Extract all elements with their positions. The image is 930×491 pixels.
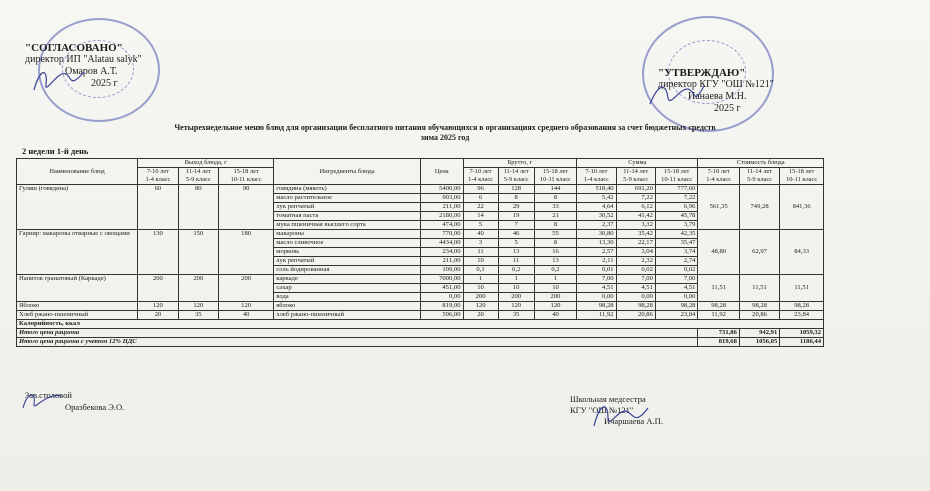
gross-cell: 11 [498,257,534,266]
calories-label: Калорийность, ккал [17,320,824,329]
ingredient-cell: сахар [274,284,421,293]
dish-cost-cell: 84,33 [780,230,824,275]
sum-cell: 98,28 [616,302,655,311]
price-cell: 234,00 [420,248,463,257]
ingredient-cell: хлеб ржано-пшеничный [274,311,421,320]
gross-cell: 14 [463,212,498,221]
footer-right-line1: Школьная медсестра [570,394,646,404]
gross-cell: 10 [463,257,498,266]
gross-cell: 46 [498,230,534,239]
gross-cell: 8 [498,194,534,203]
gross-cell: 7 [498,221,534,230]
signature-footer-right-icon [590,398,650,432]
ingredient-cell: масло растительное [274,194,421,203]
total-value: 731,86 [698,329,739,338]
gross-cell: 19 [498,212,534,221]
output-cell: 150 [178,230,218,275]
price-cell: 770,00 [420,230,463,239]
gross-cell: 0,2 [534,266,577,275]
approval-right-line3: 2025 г [714,103,741,114]
dish-name-cell: Гарнир: макароны отварные с овощами [17,230,138,275]
gross-cell: 21 [534,212,577,221]
header-age-group: 11-14 лет 5-9 класс [739,168,779,185]
price-cell: 0,00 [420,293,463,302]
header-ingredients: Ингредиенты блюда [274,159,421,185]
price-cell: 2180,00 [420,212,463,221]
signature-right-icon [646,78,706,112]
header-sum: Сумма [577,159,698,168]
sum-cell: 2,57 [577,248,616,257]
ingredient-cell: масло сливочное [274,239,421,248]
price-cell: 451,00 [420,284,463,293]
gross-cell: 16 [534,248,577,257]
dish-name-cell: Напиток гранатовый (Каркаде) [17,275,138,302]
dish-cost-cell: 62,97 [739,230,779,275]
ingredient-cell: макароны [274,230,421,239]
header-cost: Стоимость блюда [698,159,824,168]
gross-cell: 5 [463,221,498,230]
gross-cell: 5 [498,239,534,248]
footer-left-line1: Зав.столовой [25,390,72,400]
gross-cell: 22 [463,203,498,212]
total-vat-row [17,338,824,347]
price-cell: 819,00 [420,302,463,311]
dish-name-cell: Яблоко [17,302,138,311]
output-cell: 80 [178,185,218,230]
dish-cost-cell: 98,28 [780,302,824,311]
gross-cell: 200 [463,293,498,302]
ingredient-cell: лук репчатый [274,203,421,212]
dish-cost-cell: 11,51 [739,275,779,302]
sum-cell: 30,80 [577,230,616,239]
price-cell: 596,00 [420,311,463,320]
dish-cost-cell: 11,92 [698,311,739,320]
header-price: Цена [420,159,463,185]
sum-cell: 7,00 [577,275,616,284]
header-output: Выход блюда, г [138,159,274,168]
price-cell: 109,00 [420,266,463,275]
dish-cost-cell: 23,84 [780,311,824,320]
signature-left-icon [30,60,90,100]
sum-cell: 6,12 [616,203,655,212]
total-label: Итого цена рациона [17,329,698,338]
output-cell: 200 [218,275,273,302]
footer-right-line2: КГУ "ОШ №121" [570,405,634,415]
sum-cell: 0,02 [616,266,655,275]
price-cell: 474,00 [420,221,463,230]
sum-cell: 4,51 [616,284,655,293]
header-dish: Наименование блюд [17,159,138,185]
gross-cell: 55 [534,230,577,239]
sum-cell: 2,32 [616,257,655,266]
price-cell: 211,00 [420,257,463,266]
approval-right-header: "УТВЕРЖДАЮ" [658,67,746,79]
total-value: 1059,32 [780,329,824,338]
approval-left-line1: директор ИП "Alatau salyk" [25,54,142,65]
dish-cost-cell: 11,51 [698,275,739,302]
gross-cell: 1 [498,275,534,284]
output-cell: 200 [138,275,178,302]
output-cell: 90 [218,185,273,230]
sum-cell: 0,01 [577,266,616,275]
ingredient-cell: мука пшеничная высшего сорта [274,221,421,230]
ingredient-cell: морковь [274,248,421,257]
gross-cell: 0,1 [463,266,498,275]
price-cell: 7000,00 [420,275,463,284]
header-age-group: 11-14 лет 5-9 класс [178,168,218,185]
sum-cell: 691,20 [616,185,655,194]
sum-cell: 22,17 [616,239,655,248]
gross-cell: 29 [498,203,534,212]
menu-table-body [17,185,824,320]
price-cell: 4434,00 [420,239,463,248]
gross-cell: 200 [534,293,577,302]
ingredient-cell: лук репчатый [274,257,421,266]
gross-cell: 20 [463,311,498,320]
gross-cell: 13 [534,257,577,266]
output-cell: 60 [138,185,178,230]
sum-cell: 42,35 [655,230,698,239]
dish-cost-cell: 98,28 [739,302,779,311]
total-vat-value: 1056,05 [739,338,779,347]
sum-cell: 13,30 [577,239,616,248]
sum-cell: 777,60 [655,185,698,194]
sum-cell: 45,78 [655,212,698,221]
dish-cost-cell: 561,35 [698,185,739,230]
sum-cell: 98,28 [655,302,698,311]
dish-name-cell: Гуляш (говядина) [17,185,138,230]
ingredient-cell: вода [274,293,421,302]
sum-cell: 4,64 [577,203,616,212]
header-gross: Брутто, г [463,159,577,168]
sum-cell: 5,42 [577,194,616,203]
sum-cell: 7,22 [616,194,655,203]
signature-footer-left-icon [20,386,66,414]
sum-cell: 3,32 [616,221,655,230]
gross-cell: 35 [498,311,534,320]
gross-cell: 40 [534,311,577,320]
gross-cell: 120 [463,302,498,311]
total-value: 942,91 [739,329,779,338]
footer-right-line3: Ичаршаева А.П. [604,416,663,426]
header-age-group: 11-14 лет 5-9 класс [616,168,655,185]
title-line2: зима 2025 год [420,133,470,142]
total-vat-value: 819,68 [698,338,739,347]
total-row [17,329,824,338]
header-age-group: 7-10 лет 1-4 класс [577,168,616,185]
sum-cell: 7,00 [655,275,698,284]
gross-cell: 40 [463,230,498,239]
dish-cost-cell: 48,80 [698,230,739,275]
sum-cell: 20,86 [616,311,655,320]
header-age-group: 15-18 лет 10-11 класс [218,168,273,185]
sum-cell: 35,42 [616,230,655,239]
sum-cell: 2,37 [577,221,616,230]
ingredient-cell: томатная паста [274,212,421,221]
sum-cell: 0,00 [616,293,655,302]
output-cell: 180 [218,230,273,275]
dish-name-cell: Хлеб ржано-пшеничный [17,311,138,320]
gross-cell: 96 [463,185,498,194]
sum-cell: 11,92 [577,311,616,320]
sum-cell: 2,11 [577,257,616,266]
output-cell: 40 [218,311,273,320]
sum-cell: 0,02 [655,266,698,275]
gross-cell: 6 [463,194,498,203]
output-cell: 120 [138,302,178,311]
gross-cell: 1 [534,275,577,284]
total-vat-label: Итого цена рациона с учетом 12% НДС [17,338,698,347]
header-age-group: 15-18 лет 10-11 класс [780,168,824,185]
sum-cell: 23,84 [655,311,698,320]
gross-cell: 120 [534,302,577,311]
sum-cell: 518,40 [577,185,616,194]
output-cell: 20 [138,311,178,320]
gross-cell: 144 [534,185,577,194]
dish-cost-cell: 749,28 [739,185,779,230]
sum-cell: 4,51 [655,284,698,293]
price-cell: 5400,00 [420,185,463,194]
week-label: 2 недели 1-й день [22,146,89,156]
approval-right-line1: директор КГУ "ОШ №121" [658,79,774,90]
sum-cell: 6,96 [655,203,698,212]
title-line1: Четырехнедельное меню блюд для организации бесплатного питания обучающихся в организациях среднего образования за счет бюджетных средств [174,123,716,132]
sum-cell: 3,79 [655,221,698,230]
sum-cell: 41,42 [616,212,655,221]
header-age-group: 7-10 лет 1-4 класс [463,168,498,185]
price-cell: 903,00 [420,194,463,203]
table-row [17,311,824,320]
gross-cell: 11 [463,248,498,257]
table-row [17,302,824,311]
dish-cost-cell: 841,36 [780,185,824,230]
sum-cell: 7,00 [616,275,655,284]
sum-cell: 3,74 [655,248,698,257]
sum-cell: 4,51 [577,284,616,293]
sum-cell: 98,28 [577,302,616,311]
document-title [150,123,740,143]
output-cell: 130 [138,230,178,275]
dish-cost-cell: 20,86 [739,311,779,320]
sum-cell: 2,74 [655,257,698,266]
sum-cell: 7,22 [655,194,698,203]
header-age-group: 11-14 лет 5-9 класс [498,168,534,185]
ingredient-cell: каркаде [274,275,421,284]
sum-cell: 30,52 [577,212,616,221]
gross-cell: 200 [498,293,534,302]
calories-row [17,320,824,329]
approval-right-line2: Ианаева М.Н. [688,91,747,102]
dish-cost-cell: 11,51 [780,275,824,302]
menu-table [16,158,824,347]
gross-cell: 33 [534,203,577,212]
ingredient-cell: соль йодированная [274,266,421,275]
footer-left-line2: Оразбекова Э.О. [65,402,125,412]
gross-cell: 10 [534,284,577,293]
ingredient-cell: яблоко [274,302,421,311]
sum-cell: 35,47 [655,239,698,248]
gross-cell: 8 [534,221,577,230]
table-row [17,185,824,194]
approval-left-line3: 2025 г [91,78,118,89]
header-age-group: 15-18 лет 10-11 класс [534,168,577,185]
gross-cell: 13 [498,248,534,257]
output-cell: 120 [218,302,273,311]
gross-cell: 128 [498,185,534,194]
gross-cell: 8 [534,194,577,203]
header-age-group: 7-10 лет 1-4 класс [138,168,178,185]
sum-cell: 3,04 [616,248,655,257]
gross-cell: 0,2 [498,266,534,275]
gross-cell: 1 [463,275,498,284]
sum-cell: 0,00 [655,293,698,302]
gross-cell: 10 [463,284,498,293]
table-row [17,275,824,284]
header-age-group: 15-18 лет 10-11 класс [655,168,698,185]
approval-left-header: "СОГЛАСОВАНО" [25,42,123,54]
ingredient-cell: говядина (мякоть) [274,185,421,194]
approval-left-line2: Омаров А.Т. [65,66,118,77]
sum-cell: 0,00 [577,293,616,302]
dish-cost-cell: 98,28 [698,302,739,311]
output-cell: 200 [178,275,218,302]
gross-cell: 3 [463,239,498,248]
output-cell: 120 [178,302,218,311]
price-cell: 211,00 [420,203,463,212]
table-row [17,230,824,239]
output-cell: 35 [178,311,218,320]
gross-cell: 8 [534,239,577,248]
total-vat-value: 1186,44 [780,338,824,347]
gross-cell: 10 [498,284,534,293]
header-age-group: 7-10 лет 1-4 класс [698,168,739,185]
gross-cell: 120 [498,302,534,311]
